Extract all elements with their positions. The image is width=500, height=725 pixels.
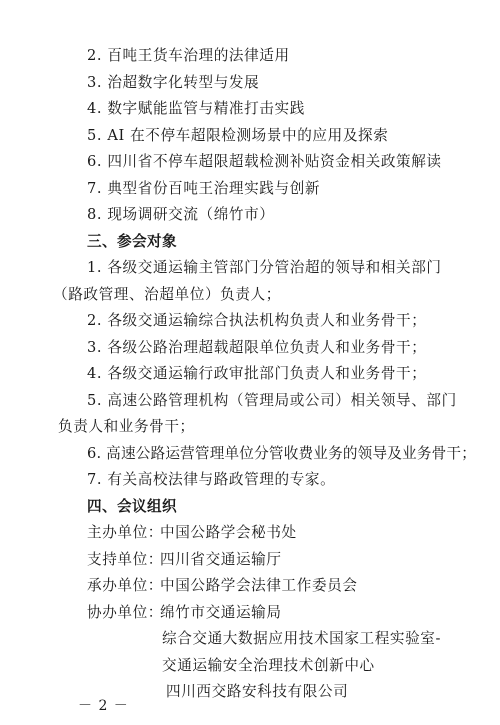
attendee-item-3: 3. 各级公路治理超载超限单位负责人和业务骨干； xyxy=(87,339,427,356)
topic-item-7: 7. 典型省份百吨王治理实践与创新 xyxy=(87,180,321,197)
topic-item-2: 2. 百吨王货车治理的法律适用 xyxy=(87,47,290,64)
topic-item-3: 3. 治超数字化转型与发展 xyxy=(87,74,260,91)
attendee-item-4: 4. 各级交通运输行政审批部门负责人和业务骨干； xyxy=(87,365,427,382)
topic-item-8: 8. 现场调研交流（绵竹市） xyxy=(87,206,275,223)
attendee-item-5-line2: 负责人和业务骨干； xyxy=(58,418,195,435)
attendee-item-1-line1: 1. 各级交通运输主管部门分管治超的领导和相关部门 xyxy=(87,259,442,276)
section3-heading: 三、参会对象 xyxy=(87,233,177,250)
co-organizer-value-2: 综合交通大数据应用技术国家工程实验室- xyxy=(162,630,442,647)
co-organizer-value-1: 绵竹市交通运输局 xyxy=(160,604,282,621)
support-value: 四川省交通运输厅 xyxy=(160,551,282,568)
co-organizer-value-3: 交通运输安全治理技术创新中心 xyxy=(162,657,375,674)
organizer-value: 中国公路学会法律工作委员会 xyxy=(160,577,358,594)
attendee-item-5-line1: 5. 高速公路管理机构（管理局或公司）相关领导、部门 xyxy=(87,392,457,409)
organizer-label: 承办单位： xyxy=(87,577,163,594)
attendee-item-7: 7. 有关高校法律与路政管理的专家。 xyxy=(87,471,336,488)
support-label: 支持单位： xyxy=(87,551,163,568)
section4-heading: 四、会议组织 xyxy=(87,498,177,515)
topic-item-5: 5. AI 在不停车超限检测场景中的应用及探索 xyxy=(87,127,389,144)
topic-item-4: 4. 数字赋能监管与精准打击实践 xyxy=(87,100,305,117)
co-organizer-label: 协办单位： xyxy=(87,604,163,621)
co-organizer-value-4: 四川西交路安科技有限公司 xyxy=(166,683,349,700)
topic-item-6: 6. 四川省不停车超限超载检测补贴资金相关政策解读 xyxy=(87,153,442,170)
attendee-item-6: 6. 高速公路运营管理单位分管收费业务的领导及业务骨干； xyxy=(87,445,477,462)
attendee-item-1-line2: （路政管理、治超单位）负责人； xyxy=(53,286,281,303)
page-number: － 2 － xyxy=(78,698,129,714)
host-value: 中国公路学会秘书处 xyxy=(160,524,297,541)
host-label: 主办单位： xyxy=(87,524,163,541)
attendee-item-2: 2. 各级交通运输综合执法机构负责人和业务骨干； xyxy=(87,312,427,329)
